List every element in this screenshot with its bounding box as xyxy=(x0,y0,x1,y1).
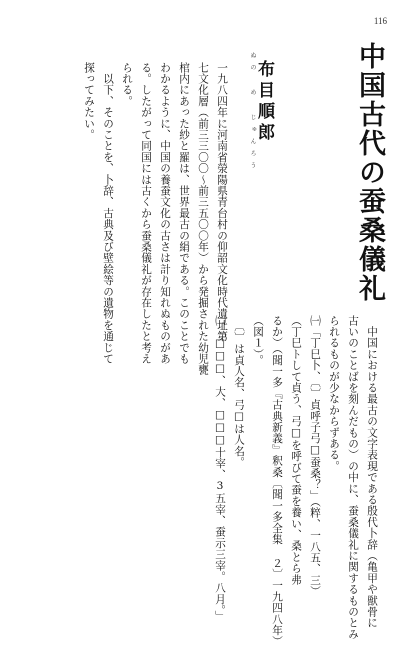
author-name: 布目順郎 xyxy=(254,60,274,144)
intro-column: 探ってみたい。 xyxy=(83,62,95,141)
body-column: 古いのことばを刻んだもの）の中に、蚕桑儀礼に関するものとみ xyxy=(347,315,359,640)
inscription-item-1: ㈠「丁巳卜、〔〕貞呼子弓□蚕桑？」（粹、一八五、三） xyxy=(309,315,321,597)
citation-column: るか）（聞一多『古典新義』釈桑〔聞一多全集 ２〕一九四八年） xyxy=(271,315,283,647)
body-column: られるものが少なからずある。 xyxy=(328,315,340,472)
intro-column: 七文化層（前三三〇〇〜前三五〇〇年）から発掘された幼児甕 xyxy=(197,62,209,376)
intro-column: 一九八四年に河南省滎陽県青台村の仰韶文化時代遺址第 xyxy=(216,62,228,342)
figure-reference: （図１）。 xyxy=(252,315,264,366)
page-number: 116 xyxy=(373,16,387,26)
author-ruby: ぬの め じゅんろう xyxy=(249,52,256,174)
article-title: 中国古代の蚕桑儀礼 xyxy=(354,42,385,303)
body-column: （丁巳トして貞う、弓□を呼びて蚕を養い、桑とら弗 xyxy=(290,315,302,586)
inscription-item-2: ㈡「□□□、大、□□□十宰、3五宰、蚕示三宰。八月。」 xyxy=(214,315,226,622)
intro-column: わかるように、中国の養蚕文化の古さは計り知れぬものがあ xyxy=(159,62,171,365)
intro-column: 棺内にあった紗と羅は、世界最古の絹である。このことでも xyxy=(178,62,190,365)
intro-column: る。したがって同国には古くから蚕桑儀礼が存在したと考え xyxy=(140,62,152,365)
intro-column: られる。 xyxy=(121,62,133,107)
body-column: 中国における最古の文字表現である殷代卜辞（亀甲や獣骨に xyxy=(366,315,378,629)
intro-column: 以下、そのことを、卜辞、古典及び壁絵等の遺物を通じて xyxy=(102,62,114,365)
body-column: 〔〕は貞人名、弓□は人名。 xyxy=(233,315,245,468)
